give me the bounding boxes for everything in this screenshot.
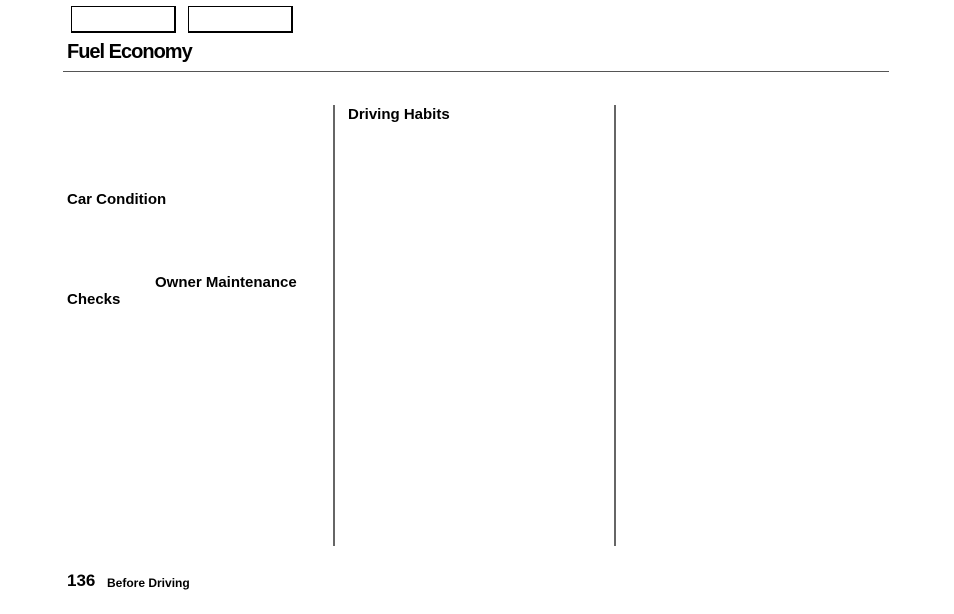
page-title: Fuel Economy	[67, 41, 192, 63]
link-owner-maintenance[interactable]: Owner Maintenance	[155, 274, 297, 291]
section-name: Before Driving	[107, 576, 190, 590]
heading-car-condition: Car Condition	[67, 191, 167, 208]
page-number: 136	[67, 571, 96, 590]
link-checks[interactable]: Checks	[67, 291, 121, 308]
nav-next-button[interactable]	[188, 6, 293, 33]
heading-driving-habits: Driving Habits	[348, 106, 450, 123]
column-divider-right	[614, 105, 616, 546]
nav-previous-button[interactable]	[71, 6, 176, 33]
column-divider-left	[333, 105, 335, 546]
title-divider	[63, 71, 889, 72]
